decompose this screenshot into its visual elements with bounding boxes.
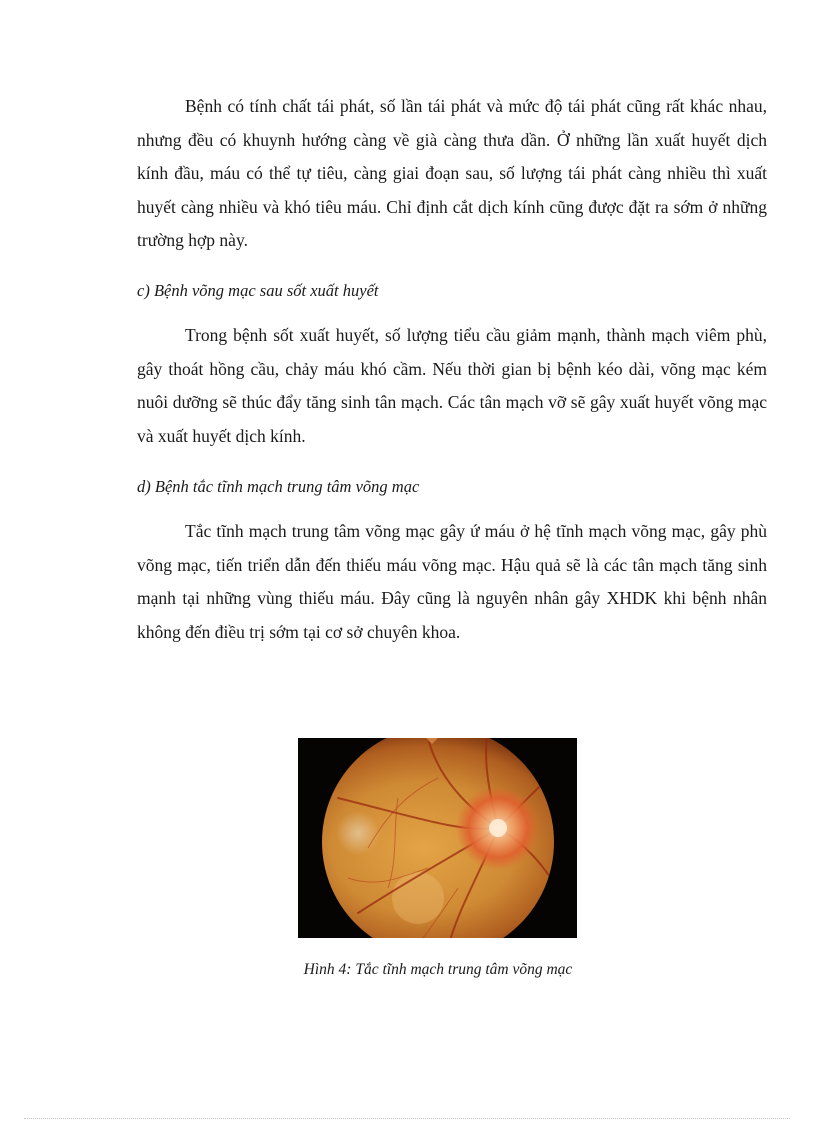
- section-heading-d: d) Bệnh tắc tĩnh mạch trung tâm võng mạc: [137, 477, 420, 496]
- paragraph-recurrence: Bệnh có tính chất tái phát, số lần tái phát và mức độ tái phát cũng rất khác nhau, nhưng đều có khuynh hướng càng về già càng thưa dần. Ở những lần xuất huyết dịch kính đầu, máu có thể tự tiêu, càng giai đoạn sau, số lượng tái phát càng nhiều thì xuất huyết càng nhiều và khó tiêu máu. Chỉ định cắt dịch kính cũng được đặt ra sớm ở những trường hợp này.: [137, 96, 767, 250]
- paragraph-dengue-retinopathy: Trong bệnh sốt xuất huyết, số lượng tiểu cầu giảm mạnh, thành mạch viêm phù, gây thoát hồng cầu, chảy máu khó cầm. Nếu thời gian bị bệnh kéo dài, võng mạc kém nuôi dưỡng sẽ thúc đẩy tăng sinh tân mạch. Các tân mạch vỡ sẽ gây xuất huyết võng mạc và xuất huyết dịch kính.: [137, 325, 767, 446]
- section-heading-c: c) Bệnh võng mạc sau sốt xuất huyết: [137, 281, 379, 300]
- paragraph-crvo: Tắc tĩnh mạch trung tâm võng mạc gây ứ máu ở hệ tĩnh mạch võng mạc, gây phù võng mạc, tiến triển dẫn đến thiếu máu võng mạc. Hậu quả sẽ là các tân mạch tăng sinh mạnh tại những vùng thiếu máu. Đây cũng là nguyên nhân gây XHDK khi bệnh nhân không đến điều trị sớm tại cơ sở chuyên khoa.: [137, 521, 767, 642]
- page-bottom-rule: [24, 1118, 790, 1119]
- fundus-image: [298, 738, 577, 938]
- figure-caption: Hình 4: Tắc tĩnh mạch trung tâm võng mạc: [303, 961, 573, 978]
- fundus-photo: [298, 738, 577, 938]
